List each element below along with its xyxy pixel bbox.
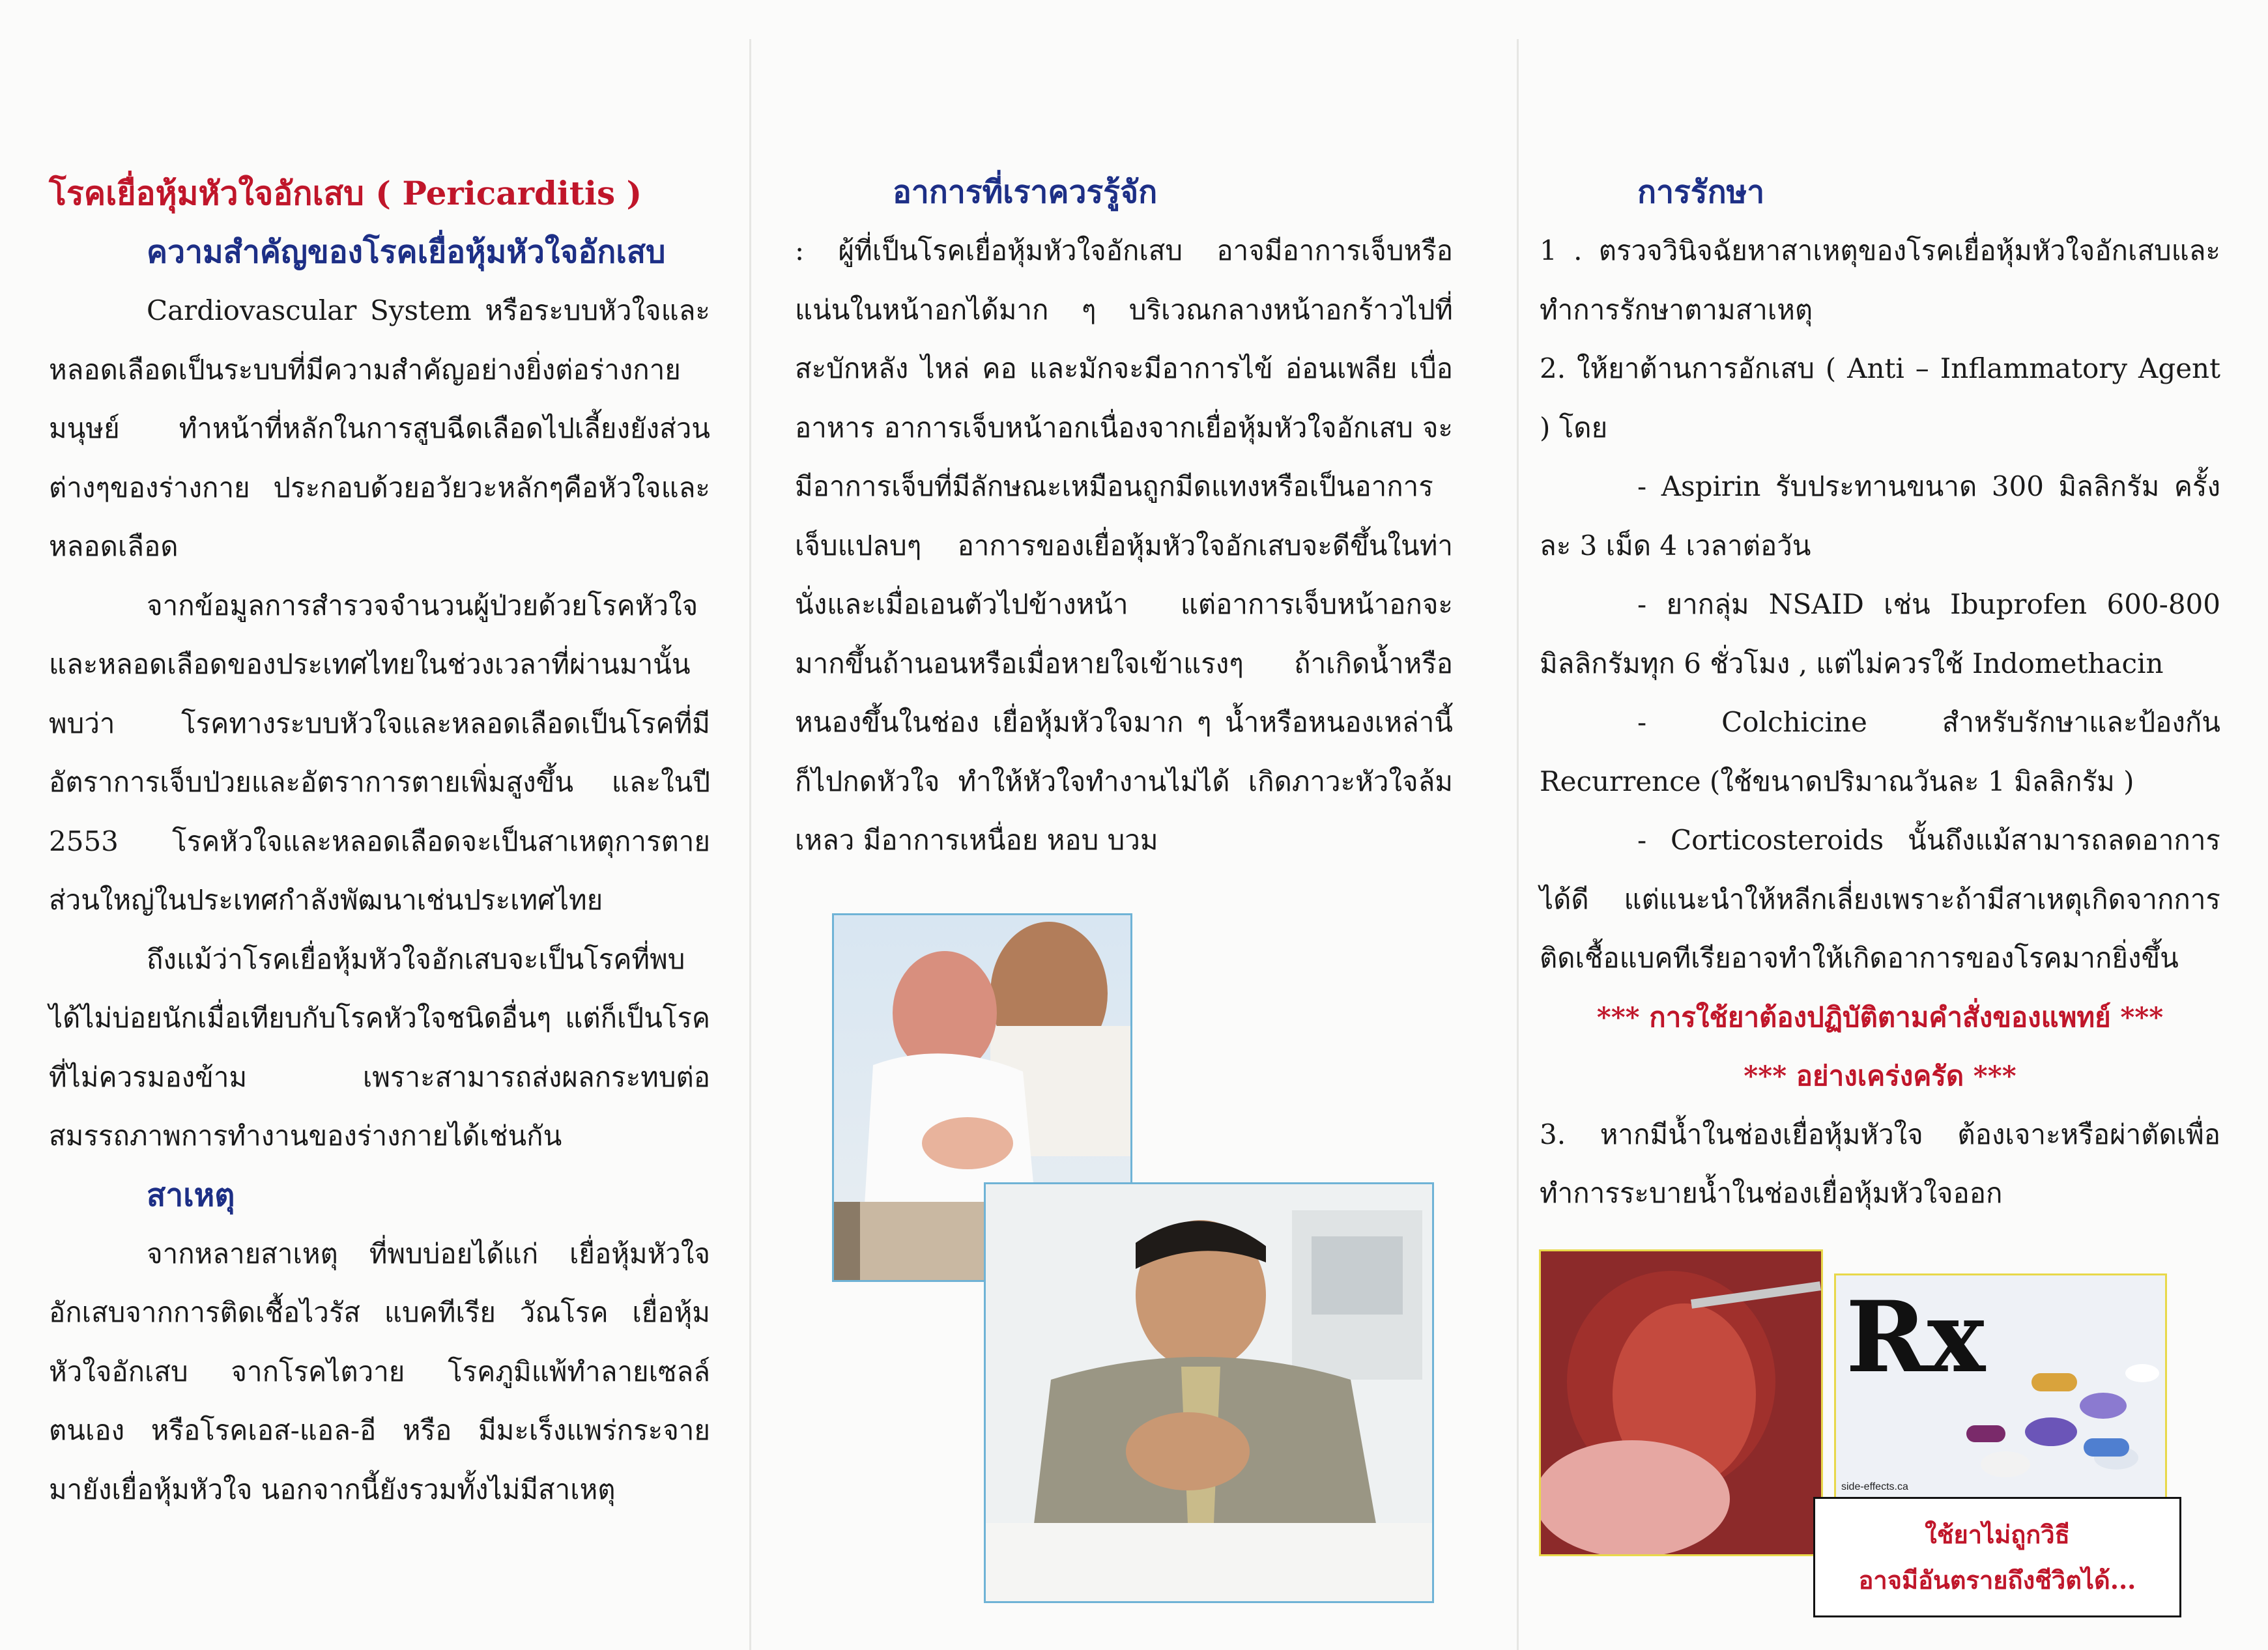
treatment-item-1: 1 . ตรวจวินิจฉัยหาสาเหตุของโรคเยื่อหุ้มหัวใจอักเสบและทำการรักษาตามสาเหตุ bbox=[1540, 235, 2220, 326]
misuse-warning-line-1: ใช้ยาไม่ถูกวิธี bbox=[1925, 1520, 2070, 1549]
symptoms-paragraph: : ผู้ที่เป็นโรคเยื่อหุ้มหัวใจอักเสบ อาจมีอาการเจ็บหรือแน่นในหน้าอกได้มาก ๆ บริเวณกลางหน้าอกร้าวไปที่สะบักหลัง ไหล่ คอ และมักจะมีอาการไข้ อ่อนเพลีย เบื่ออาหาร อาการเจ็บหน้าอกเนื่องจากเยื่อหุ้มหัวใจอักเสบ จะมีอาการเจ็บที่มีลักษณะเหมือนถูกมีดแทงหรือเป็นอาการเจ็บแปลบๆ อาการของเยื่อหุ้มหัวใจอักเสบจะดีขึ้นในท่านั่งและเมื่อเอนตัวไปข้างหน้า แต่อาการเจ็บหน้าอกจะมากขึ้นถ้านอนหรือเมื่อหายใจเข้าแรงๆ ถ้าเกิดน้ำหรือหนองขึ้นในช่อง เยื่อหุ้มหัวใจมาก ๆ น้ำหรือหนองเหล่านี้ก็ไปกดหัวใจ ทำให้หัวใจทำงานไม่ได้ เกิดภาวะหัวใจล้มเหลว มีอาการเหนื่อย หอบ บวม bbox=[795, 235, 1453, 856]
significance-paragraph: ถึงแม้ว่าโรคเยื่อหุ้มหัวใจอักเสบจะเป็นโรคที่พบได้ไม่บ่อยนักเมื่อเทียบกับโรคหัวใจชนิดอื่นๆ แต่ก็เป็นโรคที่ไม่ควรมองข้าม เพราะสามารถส่งผลกระทบต่อสมรรถภาพการทำงานของร่างกายได้เช่นกัน bbox=[49, 943, 710, 1152]
aspirin-dosage: - Aspirin รับประทานขนาด 300 มิลลิกรัม ครั้งละ 3 เม็ด 4 เวลาต่อวัน bbox=[1540, 470, 2220, 562]
colchicine-dosage: - Colchicine สำหรับรักษาและป้องกัน Recurrence (ใช้ขนาดปริมาณวันละ 1 มิลลิกรัม ) bbox=[1540, 706, 2220, 797]
image-credit: side-effects.ca bbox=[1841, 1481, 1908, 1492]
importance-heading: ความสำคัญของโรคเยื่อหุ้มหัวใจอักเสบ bbox=[147, 234, 666, 270]
importance-paragraph: Cardiovascular System หรือระบบหัวใจและหลอดเลือดเป็นระบบที่มีความสำคัญอย่างยิ่งต่อร่างกายมนุษย์ ทำหน้าที่หลักในการสูบฉีดเลือดไปเลี้ยงยังส่วนต่างๆของร่างกาย ประกอบด้วยอวัยวะหลักๆคือหัวใจและหลอดเลือด bbox=[49, 294, 710, 562]
middle-column bbox=[795, 163, 1453, 870]
left-panel bbox=[0, 0, 749, 1650]
surgery-photo bbox=[1539, 1249, 1823, 1556]
nsaid-dosage: - ยากลุ่ม NSAID เช่น Ibuprofen 600-800 มิลลิกรัมทุก 6 ชั่วโมง , แต่ไม่ควรใช้ Indomethacin bbox=[1540, 588, 2220, 679]
cause-heading: สาเหตุ bbox=[147, 1176, 235, 1214]
misuse-warning-box bbox=[1813, 1497, 2181, 1617]
right-column bbox=[1540, 163, 2220, 1223]
statistics-paragraph: จากข้อมูลการสำรวจจำนวนผู้ป่วยด้วยโรคหัวใจและหลอดเลือดของประเทศไทยในช่วงเวลาที่ผ่านมานั้นพบว่า โรคทางระบบหัวใจและหลอดเลือดเป็นโรคที่มีอัตราการเจ็บป่วยและอัตราการตายเพิ่มสูงขึ้น และในปี 2553 โรคหัวใจและหลอดเลือดจะเป็นสาเหตุการตาย ส่วนใหญ่ในประเทศกำลังพัฒนาเช่นประเทศไทย bbox=[49, 589, 710, 916]
rx-symbol: Rx bbox=[1846, 1280, 1986, 1395]
treatment-item-2: 2. ให้ยาต้านการอักเสบ ( Anti – Inflammatory Agent ) โดย bbox=[1540, 352, 2220, 444]
rx-pills-photo bbox=[1834, 1273, 2167, 1499]
chest-pain-photo-office bbox=[984, 1182, 1434, 1603]
treatment-item-3: 3. หากมีน้ำในช่องเยื่อหุ้มหัวใจ ต้องเจาะหรือผ่าตัดเพื่อทำการระบายน้ำในช่องเยื่อหุ้มหัวใจออก bbox=[1540, 1118, 2220, 1209]
misuse-warning-line-2: อาจมีอันตรายถึงชีวิตได้... bbox=[1858, 1565, 2136, 1595]
treatment-heading: การรักษา bbox=[1637, 174, 1765, 210]
document-title: โรคเยื่อหุ้มหัวใจอักเสบ ( Pericarditis ) bbox=[49, 174, 642, 212]
strict-warning: *** อย่างเคร่งครัด *** bbox=[1744, 1059, 2017, 1092]
corticosteroids-note: - Corticosteroids นั้นถึงแม้สามารถลดอาการได้ดี แต่แนะนำให้หลีกเลี่ยงเพราะถ้ามีสาเหตุเกิดจากการติดเชื้อแบคทีเรียอาจทำให้เกิดอาการของโรคมากยิ่งขึ้น bbox=[1540, 824, 2220, 974]
symptoms-heading: อาการที่เราควรรู้จัก bbox=[893, 174, 1158, 210]
doctor-order-warning: *** การใช้ยาต้องปฏิบัติตามคำสั่งของแพทย์ *** bbox=[1596, 1001, 2164, 1033]
cause-paragraph: จากหลายสาเหตุ ที่พบบ่อยได้แก่ เยื่อหุ้มหัวใจอักเสบจากการติดเชื้อไวรัส แบคทีเรีย วัณโรค เยื่อหุ้มหัวใจอักเสบ จากโรคไตวาย โรคภูมิแพ้ทำลายเซลล์ตนเอง หรือโรคเอส-แอล-อี หรือ มีมะเร็งแพร่กระจายมายังเยื่อหุ้มหัวใจ นอกจากนี้ยังรวมทั้งไม่มีสาเหตุ bbox=[49, 1237, 710, 1505]
left-column bbox=[49, 164, 710, 1519]
